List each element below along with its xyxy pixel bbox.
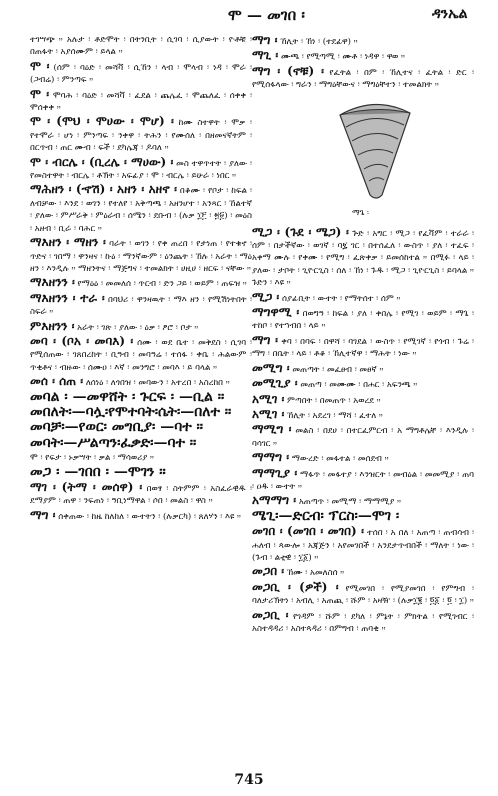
entry-definition: ምጣበት ፡ በመጠጥ ፡ አወረደ ። [287, 395, 381, 406]
entry-definition: በባህሪ ፡ ዋንዛዉት ፡ ማእ ዘን ፡ የሚሽነትበት ፡ ስፍራ ። [30, 294, 252, 318]
entry-headword: ማግ ፡ [30, 507, 56, 522]
entry-definition: በወፃ ፡ ስትምም ፡ አስፈራዊዱ ፡ ደማያም ፡ ጠዋ ፡ ንፍጠነ ፡ ዓቢነማዋል ፡ ሶበ ፡ መልስ ፡ ዋስ ። [30, 484, 252, 507]
right-column [252, 34, 474, 636]
entry-headword: መባ ፡ (ቦአ ፡ መባእ) ፡ [30, 333, 134, 348]
entry-definition: መጠጣት ፡ መፈፀብ ፡ መፀኛ ። [292, 364, 384, 375]
entry-definition: መልስ ፡ በደሀ ፡ በተርፈምርብ ፡ አ ማግቶሌቸ ፡ እንዲሉ ፡ ባሳገር ። [252, 426, 474, 449]
entry-headword: ሚጋ ፡ [252, 289, 280, 304]
dictionary-entry [252, 423, 474, 450]
entry-definition: አጠጣጥ ፡ መሚማ ፡ ማማሚያ ። [298, 497, 402, 508]
dictionary-entry [252, 306, 474, 333]
entry-headword: ሜጊ፡—ድርብ፡ ፕርስ፡—ሞገ ፡ [252, 507, 400, 524]
entry-definition: መስ ተዋጥተት ፡ ያለው ፡ የመስተዋት ፡ ብርሌ ፡ ቶኽት ፡ አፍፊያ ፡ ሞ ፡ ብርሌ ፡ ይሁራ ፡ ነበር ። [30, 158, 253, 182]
entry-definition: የማዕዕ ፡ መመለሰ ፡ ጥርብ ፡ ድን ጋይ ፡ ወይም ፡ ጠፍዝ ። [77, 279, 247, 290]
left-column [30, 34, 252, 524]
entry-headword: መሚጊያ ፡ [252, 376, 298, 391]
dictionary-entry [30, 481, 252, 508]
dictionary-entry [30, 236, 252, 275]
entry-headword: ማግ ፡ [252, 33, 278, 47]
page-number: 745 [234, 772, 264, 788]
entry-headword: ማግ ፡ [252, 332, 278, 347]
entry-definition: የገዳም ፡ ሹም ፡ ደካለ ፡ ምኔት ፡ ምክትል ፡ የሚገብር ፡ አስተዳዳሪ ፡ አስተጳዳሪ ፡ በምግብ ፡ ጠባቂ ። [252, 611, 475, 634]
entry-definition: በቆሙ ፡ የቦታ ፡ ከፍል ፡ ለብቻው ፡ እንደ ፡ ወገን ፡ የተለየ ፡ አቅጣጫ ፡ አዘንሆተ ፡ አንጻር ፡ ኸልተኛ ፡ ያለው ፡ ምሥራቅ ፡ ምዕራብ ፡ ሰሜን ፡ ደቡብ ፡ (ሉቃ ፲፫ ፡ ፳፱) ፡ መዕስ ፡ አዘብ ፡ ቢራ ፡ ባሕር ። [30, 186, 252, 234]
entry-definition: ለሰነዕ ፡ ለጎበዝ ፡ መባውን ፡ አተረበ ፡ አስረከበ ። [85, 378, 230, 389]
entry-headword: መባል ፡ —መዋሸት ፡ ጉርፍ ፡ —ቢል ። [30, 388, 225, 405]
entry-headword: ማእዘንን ፡ ተራ ፡ [30, 290, 105, 305]
dictionary-entry [30, 276, 252, 290]
entry-definition: (ሰም ፡ ባዕድ ፡ መሻቫ ፡ ሲኸን ፡ ላብ ፡ ሞላብ ፡ ነዳ ፡ ሞራ ፡ (ጋብሬ) ፡ ምንጣፍ ። [30, 62, 252, 86]
entry-definition: ሙጫ ፡ የሚጣሚ ፡ ሙቶ ፡ ነዳዋ ፡ ዋወ ። [280, 52, 406, 63]
entry-headword: መባት፡—ሥልጣን፡ፈቃድ፡—ባተ ። [30, 434, 197, 451]
entry-definition: ሞ ፡ የፍታ ፡ ኑቃሣት ፡ ቃል ፡ ማሳወሪያ ። [30, 453, 155, 464]
dictionary-entry [252, 226, 474, 290]
entry-definition: ማፋጥ ፡ መፋተያ ፡ እንዝርት ፡ መብዕል ፡ መመሚያ ፡ ጠባ ፡ ዐዱ ፡ ውተት ። [252, 469, 475, 492]
running-header [0, 6, 498, 32]
entry-definition: መጠጣ ፡ መሙሙ ፡ በሐር ፡ አፍንጫ ። [300, 380, 418, 391]
entry-definition: ተሰበ ፡ አ በለ ፡ አጠጣ ፡ ጠብሳብ ፡ ሐለብ ፡ ጳውሎ ፡ አጃጅን ፡ አየመገበች ፡ አንደታጥብበች ፡ ማለት ፡ ነው ፡ (ጉብ ፡ ልቲዊ ፡ ፲፩) ። [252, 528, 474, 563]
entry-definition: ኸሊት ፡ አደረገ ፡ ማሻ ፡ ፈተለ ። [287, 410, 383, 421]
entry-headword: መበለት፡—ባሏ፡የሞተባት፡ሴት፡—በለተ ። [30, 403, 232, 420]
dictionary-entry [252, 565, 474, 579]
entry-headword: ማማጊያ ፡ [252, 465, 298, 480]
dictionary-entry [252, 49, 474, 63]
entry-definition: ሰሙ ፡ ወደ ቤተ ፡ መቅደስ ፡ ሲገባ ፡ የሚሰጠው ፡ ገጸበረከት ፡ ቢዓብ ፡ መባዓሬ ፡ ተሰፋ ፡ ቀቤ ፡ ሕልውም ፡ ጥቂቶና ፡ ብዙው ፡ ሰሙዐ ፡ እኛ ፡ መንግሮ ፡ መባእ ፡ ይ ባላል ። [30, 337, 253, 373]
entry-headword: ማጊ ፡ [252, 48, 279, 63]
entry-definition: የሚመገበ ፡ የሚያመገበ ፡ የምግብ ፡ ባለታሪኽትነ ፡ አብሊ ፡ አጠጪ ፡ ሹም ፡ አዛዥ ፡ (ሉቃ፲፪ ፡ ፬፩ ፡ ፬ ፡ ፲) ። [252, 583, 474, 607]
entry-definition: ማውረድ ፡ መፋተል ፡ መሰደብ ። [291, 454, 389, 465]
dictionary-entry [252, 609, 474, 636]
entry-headword: መሰ ፡ ሰጠ ፡ [30, 374, 84, 389]
figure-caption: ማጌ ፡ [352, 207, 369, 217]
entry-definition: በወግዓ ፡ ከፍል ፡ ያለ ፡ ቀበሌ ፡ የሚገ ፡ ወይም ፡ ማጌ ፡ ተከቦ ፡ የተኀብበ ፡ ላይ ። [252, 309, 474, 332]
entry-headword: መጋ ፡ —ገበበ ፡ —ሞገን ። [30, 463, 166, 480]
shell-illustration [252, 95, 474, 223]
entry-definition: ኸሊት ፡ ኸነ ፡ (ተደፊዋ) ። [280, 37, 358, 47]
entry-headword: መሚግ ፡ [252, 360, 290, 375]
entry-definition: ቀባ ፡ በባፍ ፡ በዋሻ ፡ ባገደል ፡ ውስጥ ፡ የሚገኛ ፡ የጎብ ፡ ጉሬ ፡ ማግ ፡ በቤት ፡ ላይ ፡ ቶቆ ፡ ኸሊተኛዋ ፡ ማሕት ፡ ነው ። [252, 336, 474, 360]
dictionary-entry [30, 463, 252, 480]
entry-definition: አራት ፡ ገጽ ፡ ያለው ፡ ዕቃ ፡ ፆሮ ፡ ቦታ ። [77, 322, 199, 333]
entry-definition: ከሙ ስተዋት ፡ ሞቃ ፡ የተሞራ ፡ ሆነ ፡ ምንጣፍ ፡ ንቀዋ ፡ ትሕን ፡ የሙሰለ ፡ በዘመናኛትም ፡ በርጥብ ፡ ጠር ሙብ ፡ ፍች ፡ ደካሌጃ ፡ ዶባለ ። [30, 118, 252, 154]
entry-definition: ተገሣጭ ። አሉታ ፡ ቶድሞት ፡ በትንቢት ፡ ሲገባ ፡ ሲያውት ፡ ዮቶቹ ፡ በጠፋት ፡ አያሰሙም ፡ ይላል ። [30, 35, 252, 58]
dictionary-entry [252, 408, 474, 422]
entry-headword: ማሚግ ፡ [252, 422, 292, 437]
entry-headword: ሞ ፡ [30, 86, 50, 101]
dictionary-entry [30, 320, 252, 334]
dictionary-entry [252, 467, 474, 494]
dictionary-entry [252, 334, 474, 361]
entry-headword: ማሕዘን ፡ (ኆሽ) ፡ አዘን ፡ አዘኖ ፡ [30, 182, 177, 197]
dictionary-entry [252, 451, 474, 465]
entry-headword: ማግ ፡ (ኖቹ) ፡ [252, 63, 324, 78]
dictionary-entry [252, 291, 474, 305]
dictionary-entry [30, 156, 252, 183]
entry-definition: ሰያፊቢት ፡ ውተት ፡ የማትሰተ ፡ ሰም ። [281, 293, 401, 304]
entry-definition: ሞባሕ ፡ ባዕድ ፡ መሻቫ ፡ ፈደል ፡ ጨሌፈ ፡ ሞጨለፈ ፡ ሰቀቀ ፡ ሞሰቀቀ ። [30, 90, 253, 114]
dictionary-entry [30, 60, 252, 87]
entry-headword: አማማግ ፡ [252, 493, 297, 508]
dictionary-entry [30, 88, 252, 115]
dictionary-entry [30, 183, 252, 235]
entry-headword: አሚገ ፡ [252, 391, 285, 406]
entry-headword: ማእዘንን ፡ [30, 275, 75, 290]
entry-definition: ጕድ ፡ አግር ፡ ሚጋ ፡ የፈቫም ፡ ተራራ ፡ ሰም ፡ በታችኛው ፡ ወገኛ ፡ ባ፯ ገር ፡ በተሰፈለ ፡ ውስጥ ፡ ያለ ፡ ተፈፍ ፡ አቀማ ሙሉ ፡ የቀሙ ፡ የሚግ ፡ ፈጽቀቃ ፡ ይመሰከተል ። በሚፉ ፡ ላይ ፡ ያለው ፡ ታቦት ፡ ጊዮርጊስ ፡ ሰለ ፡ ኸነ ፡ ጉዱ ፡ ሚጋ ፡ ጊዮርጊስ ፡ ይባላል ። ጉድን ፡ እዩ ። [252, 228, 474, 289]
entry-headword: አሚገ ፡ [252, 406, 285, 421]
entry-headword: መገበ ፡ (መገበ ፡ መገበ) ፡ [252, 524, 364, 539]
cone-shell-icon [330, 95, 420, 205]
entry-headword: ማግዋሚ ፡ [252, 305, 300, 320]
dictionary-entry [30, 292, 252, 319]
dictionary-entry [30, 115, 252, 154]
dictionary-entry [252, 377, 474, 391]
entry-headword: ማገ ፡ (ትማ ፡ መሰዋ) ፡ [30, 480, 143, 494]
dictionary-entry [30, 434, 252, 451]
entry-definition: ሰቀጠው ፡ ከዜ ከለከለ ፡ ውተትን ፡ (ሉቃርካ) ፡ ጸለሃን ፡ እዩ ። [58, 511, 241, 522]
dictionary-entry [252, 507, 474, 524]
entry-headword: መጋቢ ፡ [252, 607, 289, 622]
entry-headword: ሞ ፡ (ሞህ ፡ ሞሀው ፡ ሞሆ) ፡ [30, 114, 174, 129]
dictionary-entry [30, 375, 252, 389]
dictionary-entry [252, 362, 474, 376]
header-author: ዳንኤል [432, 6, 468, 22]
dictionary-entry [252, 581, 474, 608]
entry-headword: ማእዘን ፡ ማዘን ፡ [30, 235, 106, 250]
entry-definition: ባራት ፡ ወገን ፡ የቀ ጠረበ ፡ የታነጠ ፡ የተቁኖ ፡ ጥድና ፡ ገበማ ፡ ዋንዛና ፡ ኩዕ ፡ ማንኛውም ፡ ዕንጨት ፡ ኸሉ ፡ አራት ፡ ማዕ ዘን ፡ እንዲሉ ። ማዘንትና ፡ ማጅግና ፡ ተመልክት ፡ ሀዚሀ ፡ ዘርፍ ፡ ናቸው ። [30, 239, 253, 274]
entry-headword: ሞ ፡ ብርሌ ፡ (ቢረሌ ፡ ማሀው) ፡ [30, 154, 174, 169]
dictionary-entry [252, 525, 474, 564]
entry-headword: ምእዘንን ፡ [30, 318, 75, 333]
dictionary-entry [30, 403, 252, 420]
header-guide-words: ሞ — መገበ ፡ [228, 6, 305, 24]
dictionary-entry [30, 34, 252, 59]
dictionary-entry [30, 421, 252, 435]
entry-headword: መጋበ ፡ [252, 564, 285, 579]
entry-headword: መባቻ፡—የወር፡ መግቢያ፡ —ባተ ። [30, 419, 204, 436]
dictionary-entry [30, 509, 252, 523]
dictionary-entry [252, 393, 474, 407]
entry-headword: መጋቢ ፡ (ዎች) ፡ [252, 579, 339, 594]
dictionary-entry [252, 494, 474, 508]
entry-definition: ኸሙ ፡ አመለስሰ ። [286, 568, 345, 579]
entry-headword: ሞ ፡ [30, 58, 50, 73]
dictionary-entry [30, 335, 252, 374]
dictionary-entry [252, 34, 474, 48]
dictionary-entry [252, 65, 474, 92]
dictionary-entry [30, 388, 252, 405]
entry-definition: የፈትል ፡ በም ፡ ኸሊተና ፡ ፈትል ፡ ድር ፡ የሚሰፋላው ፡ ግራን ፡ ማግዕቸውና ፡ ማግዕቸተን ፡ ተመልክት ። [252, 67, 474, 91]
entry-headword: ማማግ ፡ [252, 450, 290, 465]
entry-headword: ሚጋ ፡ (ጉደ ፡ ሜጋ) ፡ [252, 224, 349, 239]
